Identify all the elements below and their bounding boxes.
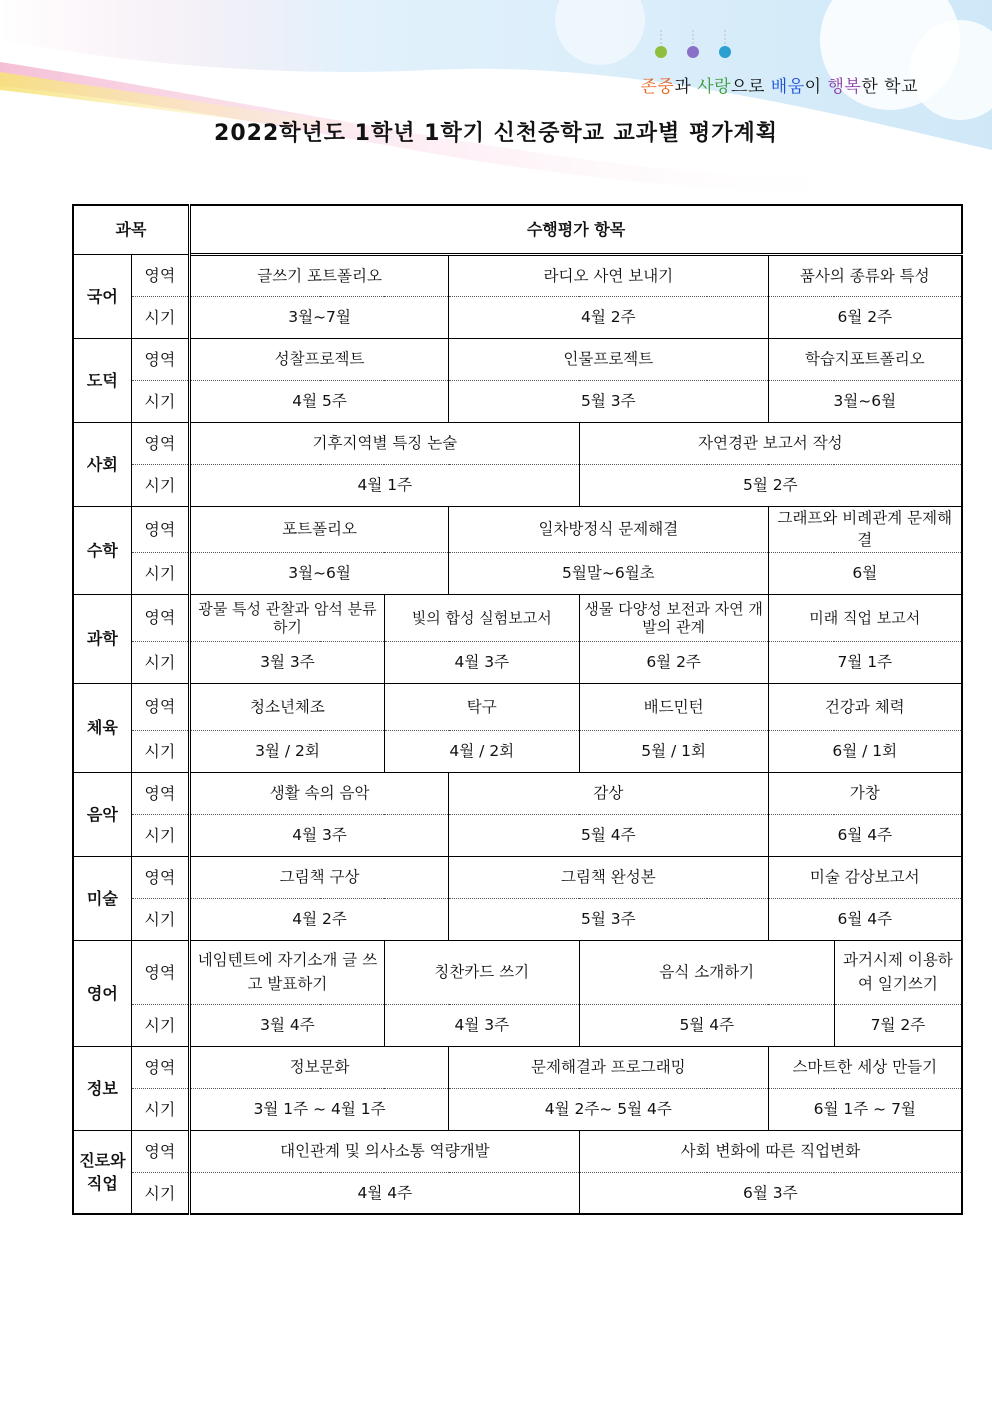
area-cell: 학습지포트폴리오 [768,339,962,381]
area-cell: 건강과 체력 [768,683,962,730]
blue-dot-icon [719,46,731,58]
time-label: 시기 [131,1172,189,1214]
time-cell: 3월~6월 [768,381,962,423]
area-cell: 라디오 사연 보내기 [449,255,768,297]
time-cell: 6월 1주 ~ 7월 [768,1088,962,1130]
area-cell: 자연경관 보고서 작성 [579,423,962,465]
area-cell: 배드민턴 [579,683,768,730]
subject-name: 수학 [73,507,131,595]
slogan-word: 존중 [640,77,675,97]
time-cell: 3월 / 2회 [190,730,385,772]
area-cell: 빛의 합성 실험보고서 [384,594,579,641]
table-header-row [73,205,962,255]
time-cell: 4월 2주~ 5월 4주 [449,1088,768,1130]
school-slogan [0,72,918,97]
subject-area-row [73,940,962,1004]
subject-area-row [73,594,962,641]
area-cell: 인물프로젝트 [449,339,768,381]
subject-area-row [73,683,962,730]
time-label: 시기 [131,381,189,423]
area-label: 영역 [131,856,189,898]
area-cell: 탁구 [384,683,579,730]
area-label: 영역 [131,772,189,814]
subject-time-row [73,465,962,507]
time-cell: 4월 3주 [384,1004,579,1046]
time-label: 시기 [131,730,189,772]
time-cell: 4월 3주 [384,641,579,683]
time-cell: 4월 2주 [190,898,449,940]
subject-area-row [73,1130,962,1172]
slogan-word: 과 [674,77,698,97]
time-label: 시기 [131,641,189,683]
time-cell: 5월말~6월초 [449,552,768,594]
area-label: 영역 [131,507,189,553]
subject-area-row [73,772,962,814]
time-cell: 3월 3주 [190,641,385,683]
page-title: 2022학년도 1학년 1학기 신천중학교 교과별 평가계획 [214,121,778,146]
area-label: 영역 [131,1046,189,1088]
time-label: 시기 [131,814,189,856]
subject-time-row [73,381,962,423]
subject-time-row [73,1004,962,1046]
slogan-word: 으로 [731,77,771,97]
subject-name: 영어 [73,940,131,1046]
time-cell: 3월~6월 [190,552,449,594]
purple-dot-icon [687,46,699,58]
time-label: 시기 [131,297,189,339]
time-cell: 3월~7월 [190,297,449,339]
green-dot-icon [655,46,667,58]
time-label: 시기 [131,465,189,507]
subject-time-row [73,1172,962,1214]
area-cell: 칭찬카드 쓰기 [384,940,579,1004]
time-cell: 5월 3주 [449,898,768,940]
area-cell: 기후지역별 특징 논술 [190,423,580,465]
time-cell: 3월 1주 ~ 4월 1주 [190,1088,449,1130]
area-cell: 미래 직업 보고서 [768,594,962,641]
time-cell: 4월 4주 [190,1172,580,1214]
area-cell: 정보문화 [190,1046,449,1088]
area-cell: 일차방정식 문제해결 [449,507,768,553]
subject-time-row [73,641,962,683]
subject-name: 정보 [73,1046,131,1130]
time-cell: 4월 3주 [190,814,449,856]
area-cell: 음식 소개하기 [579,940,834,1004]
subject-area-row [73,339,962,381]
area-cell: 과거시제 이용하여 일기쓰기 [834,940,962,1004]
subject-area-row [73,856,962,898]
subject-time-row [73,552,962,594]
time-label: 시기 [131,552,189,594]
time-cell: 6월 [768,552,962,594]
header-decoration [0,0,992,200]
subject-name: 체육 [73,683,131,772]
time-cell: 4월 / 2회 [384,730,579,772]
area-cell: 생물 다양성 보전과 자연 개발의 관계 [579,594,768,641]
area-cell: 생활 속의 음악 [190,772,449,814]
area-label: 영역 [131,255,189,297]
time-cell: 4월 1주 [190,465,580,507]
area-cell: 포트폴리오 [190,507,449,553]
time-cell: 5월 4주 [579,1004,834,1046]
subject-name: 도덕 [73,339,131,423]
subject-area-row [73,255,962,297]
subject-area-row [73,1046,962,1088]
area-label: 영역 [131,339,189,381]
table-body [73,205,962,1214]
area-cell: 품사의 종류와 특성 [768,255,962,297]
time-cell: 6월 / 1회 [768,730,962,772]
time-cell: 5월 2주 [579,465,962,507]
time-cell: 4월 5주 [190,381,449,423]
area-cell: 대인관계 및 의사소통 역량개발 [190,1130,580,1172]
subject-time-row [73,730,962,772]
subject-time-row [73,297,962,339]
time-cell: 6월 4주 [768,814,962,856]
area-cell: 감상 [449,772,768,814]
area-cell: 사회 변화에 따른 직업변화 [579,1130,962,1172]
subject-name: 음악 [73,772,131,856]
subject-name: 진로와 직업 [73,1130,131,1214]
subject-time-row [73,898,962,940]
items-column-header: 수행평가 항목 [190,205,962,255]
area-label: 영역 [131,594,189,641]
slogan-word: 한 학교 [861,77,918,97]
area-label: 영역 [131,683,189,730]
area-cell: 글쓰기 포트폴리오 [190,255,449,297]
area-cell: 광물 특성 관찰과 암석 분류하기 [190,594,385,641]
subject-name: 사회 [73,423,131,507]
area-cell: 그래프와 비례관계 문제해결 [768,507,962,553]
time-cell: 6월 2주 [768,297,962,339]
area-cell: 미술 감상보고서 [768,856,962,898]
time-cell: 7월 2주 [834,1004,962,1046]
subject-time-row [73,814,962,856]
time-cell: 6월 2주 [579,641,768,683]
subject-area-row [73,507,962,553]
area-label: 영역 [131,1130,189,1172]
slogan-word: 배움 [770,77,805,97]
evaluation-plan-table-wrapper [72,204,963,1215]
subject-name: 미술 [73,856,131,940]
time-cell: 4월 2주 [449,297,768,339]
slogan-word: 사랑 [697,77,732,97]
area-cell: 성찰프로젝트 [190,339,449,381]
time-label: 시기 [131,1004,189,1046]
slogan-word: 이 [804,77,828,97]
time-cell: 7월 1주 [768,641,962,683]
area-cell: 그림책 완성본 [449,856,768,898]
evaluation-plan-table [72,204,963,1215]
time-cell: 5월 4주 [449,814,768,856]
time-label: 시기 [131,898,189,940]
area-label: 영역 [131,423,189,465]
time-cell: 3월 4주 [190,1004,385,1046]
time-label: 시기 [131,1088,189,1130]
subject-name: 국어 [73,255,131,339]
area-cell: 문제해결과 프로그래밍 [449,1046,768,1088]
subject-column-header: 과목 [73,205,190,255]
decorative-dots [652,30,742,64]
area-cell: 가창 [768,772,962,814]
time-cell: 5월 / 1회 [579,730,768,772]
time-cell: 5월 3주 [449,381,768,423]
area-cell: 청소년체조 [190,683,385,730]
area-cell: 스마트한 세상 만들기 [768,1046,962,1088]
subject-name: 과학 [73,594,131,683]
area-label: 영역 [131,940,189,1004]
area-cell: 그림책 구상 [190,856,449,898]
time-cell: 6월 4주 [768,898,962,940]
slogan-word: 행복 [827,77,862,97]
subject-time-row [73,1088,962,1130]
area-cell: 네임텐트에 자기소개 글 쓰고 발표하기 [190,940,385,1004]
time-cell: 6월 3주 [579,1172,962,1214]
subject-area-row [73,423,962,465]
